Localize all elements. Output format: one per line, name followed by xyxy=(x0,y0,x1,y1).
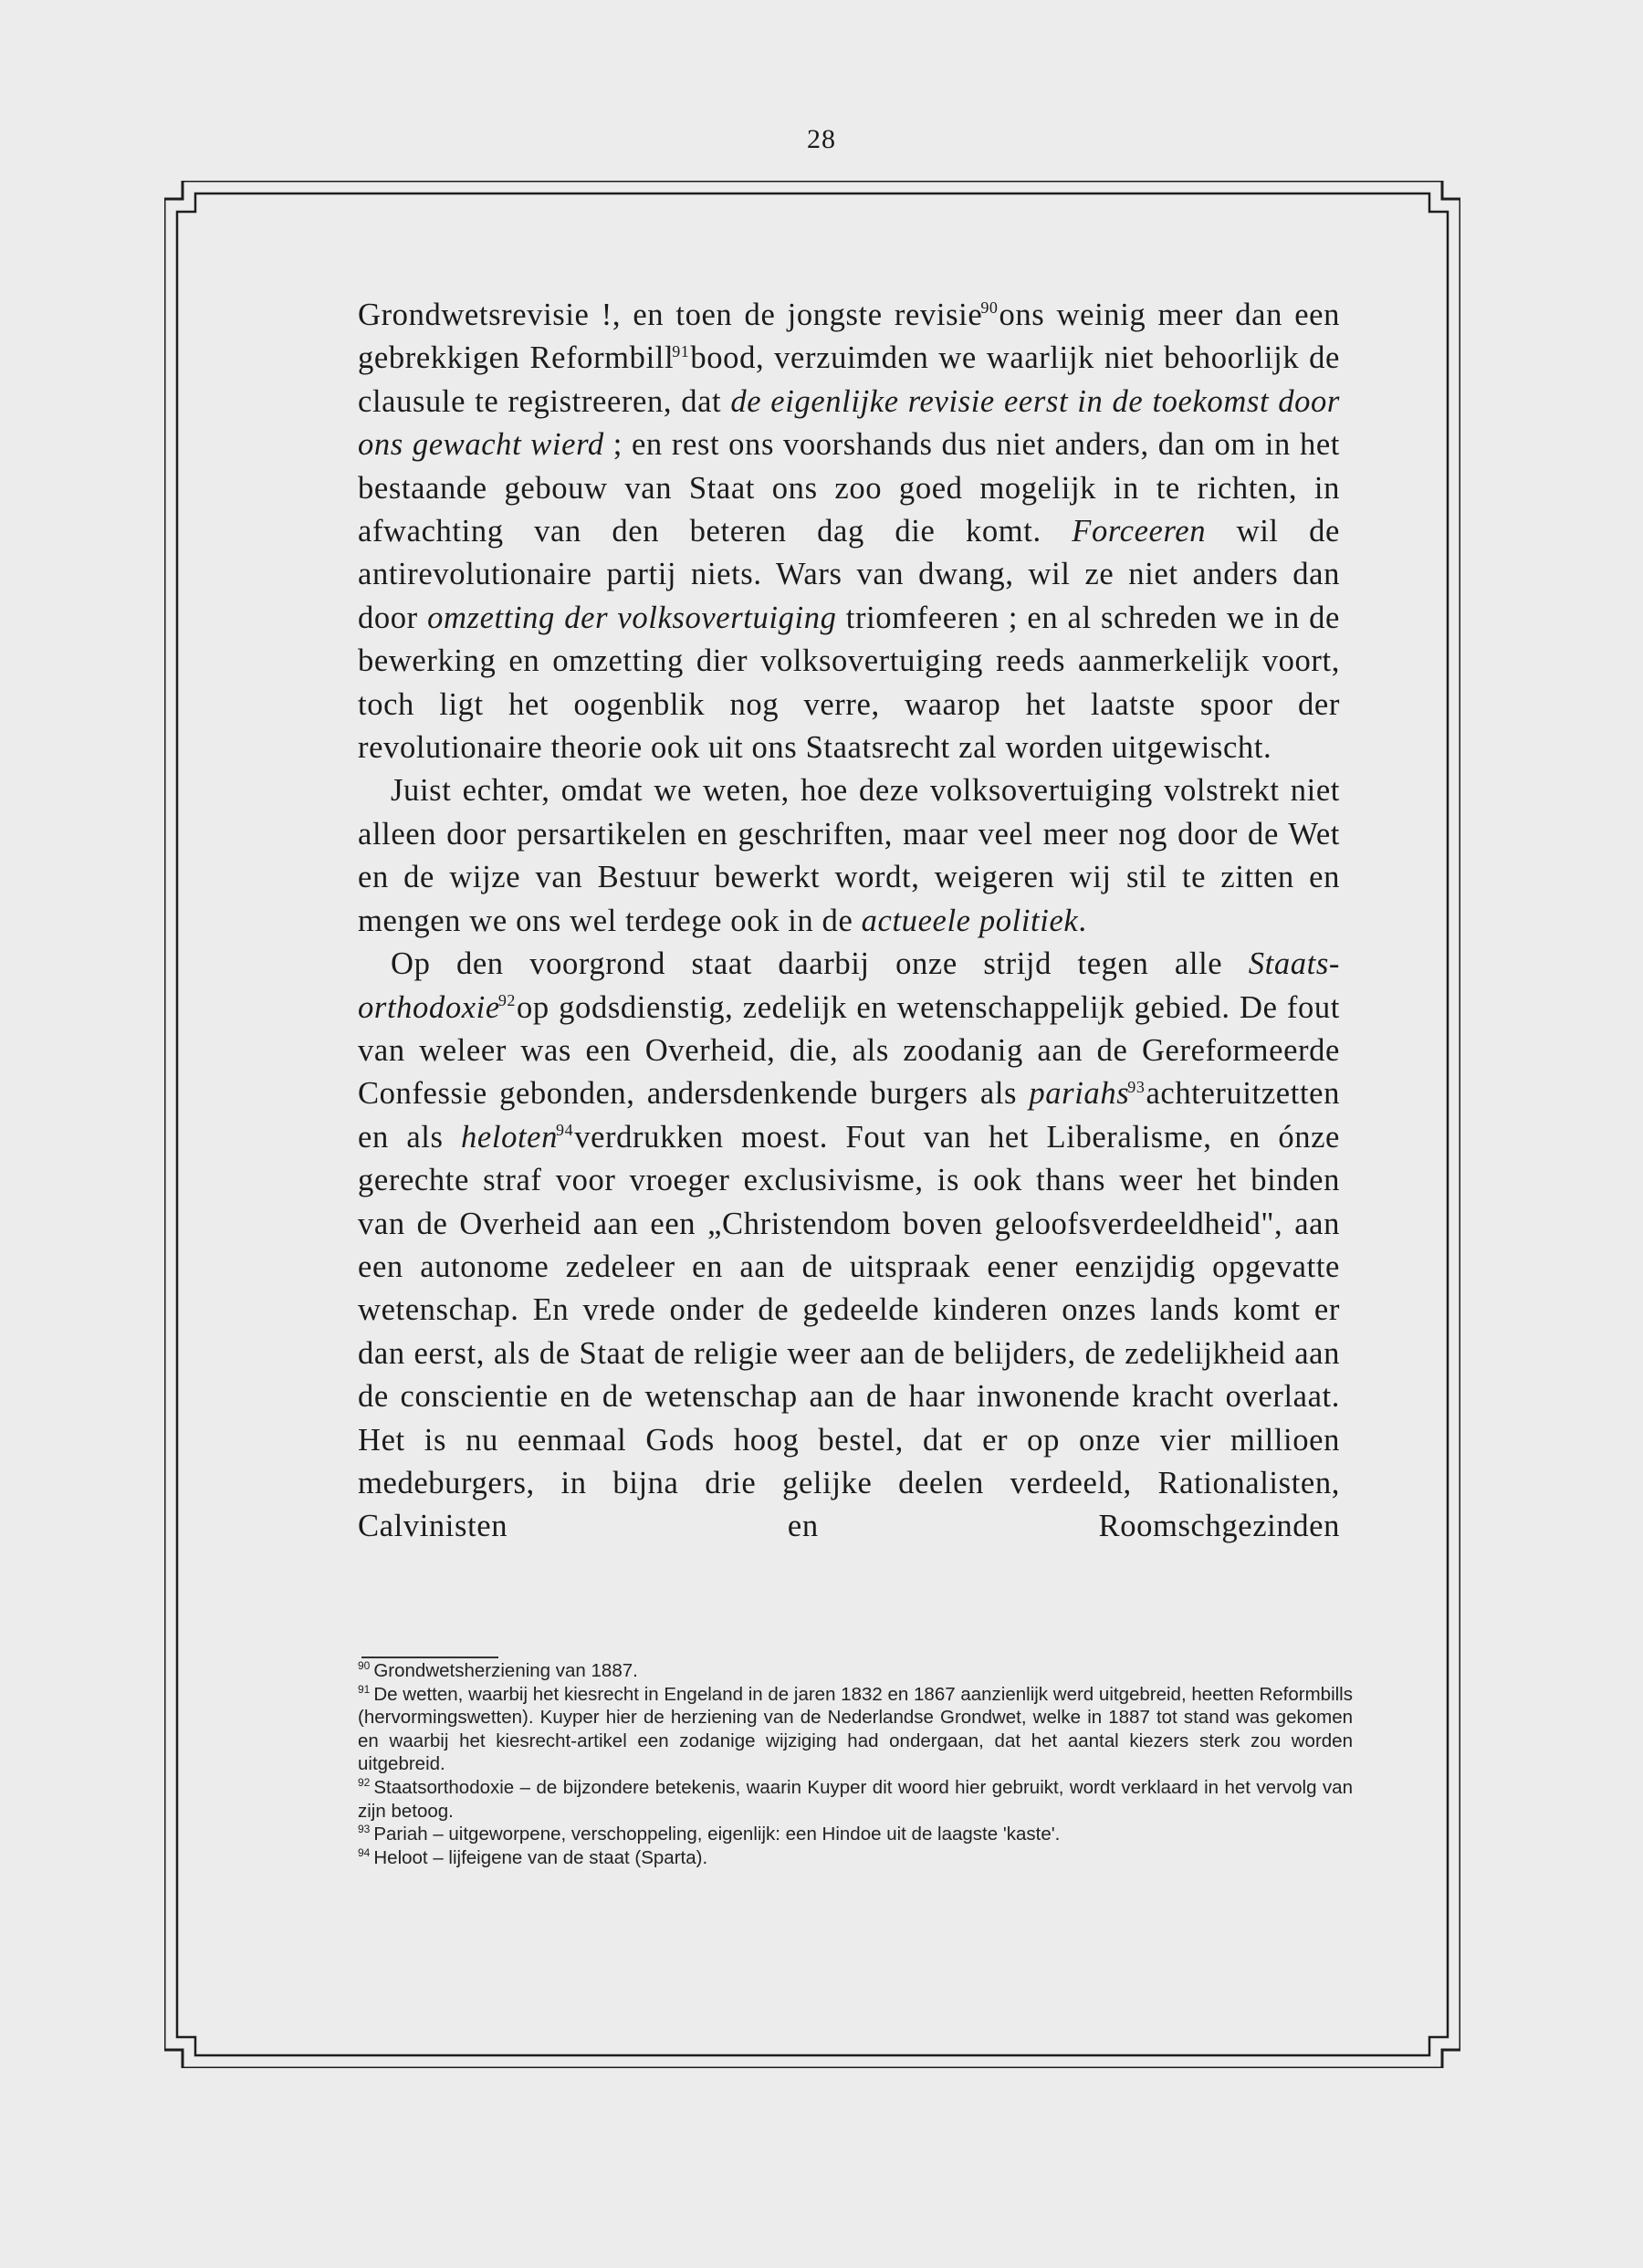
footnote-text: Grondwetsherziening van 1887. xyxy=(373,1660,638,1681)
footnote-number: 91 xyxy=(358,1682,371,1696)
page-number: 28 xyxy=(807,124,836,154)
paragraph xyxy=(358,943,1340,1549)
footnote xyxy=(358,1823,1353,1846)
italic-text: Staats-orthodoxie xyxy=(358,946,1340,1025)
text-run: Op den voorgrond staat daarbij onze strijd tegen alle xyxy=(391,946,1249,982)
italic-text: heloten xyxy=(461,1119,559,1155)
footnote-text: Heloot – lijfeigene van de staat (Sparta). xyxy=(373,1846,708,1868)
footnotes xyxy=(358,1659,1353,1869)
footnote-text: Pariah – uitgeworpene, verschoppeling, eigenlijk: een Hindoe uit de laagste 'kaste'. xyxy=(373,1824,1061,1845)
text-run: bood, verzuimden we waarlijk niet behoorlijk de clausule te registreeren, dat xyxy=(358,340,1341,419)
footnote-reference: 94 xyxy=(556,1121,574,1140)
text-run: verdrukken moest. Fout van het Liberalisme, en ónze gerechte straf voor vroeger exclusivisme, is ook thans weer het binden van de Overheid aan een „Christendom boven geloofsverdeeldheid", aan een autonome zedeleer en aan de uitspraak eener eenzijdig opgevatte wetenschap. En vrede onder de gedeelde kinderen onzes lands komt er dan eerst, als de Staat de religie weer aan de belijders, de zedelijkheid aan de conscientie en de wetenschap aan de haar inwonende kracht overlaat. Het is nu eenmaal Gods hoog bestel, dat er op onze vier millioen medeburgers, in bijna drie gelijke deelen verdeeld, Rationalisten, Calvinisten en Roomschgezinden xyxy=(358,1119,1340,1544)
italic-text: omzetting der volksovertuiging xyxy=(427,600,837,635)
italic-text: Forceeren xyxy=(1072,514,1207,549)
italic-text: de eigenlijke revisie eerst in de toekomst door ons gewacht wierd xyxy=(358,383,1340,463)
footnote-reference: 92 xyxy=(497,990,517,1009)
footnote-number: 90 xyxy=(358,1659,371,1673)
footnote-reference: 91 xyxy=(672,341,690,361)
footnote xyxy=(358,1846,1353,1870)
footnote-number: 92 xyxy=(358,1776,371,1790)
text-run: Grondwetsrevisie !, en toen de jongste revisie xyxy=(358,298,983,332)
text-run: wil de antirevolutionaire partij niets. Wars van dwang, wil ze niet anders dan door xyxy=(358,514,1340,635)
text-run: Juist echter, omdat we weten, hoe deze volksovertuiging volstrekt niet alleen door persartikelen en geschriften, maar veel meer nog door de Wet en de wijze van Bestuur bewerkt wordt, weigeren wij stil te zitten en mengen we ons wel terdege ook in de xyxy=(358,773,1340,938)
footnote-text: Staatsorthodoxie – de bijzondere betekenis, waarin Kuyper dit woord hier gebruikt, wordt verklaard in het vervolg van zijn betoog. xyxy=(358,1776,1353,1822)
footnote-number: 94 xyxy=(358,1845,371,1859)
text-run: op godsdienstig, zedelijk en wetenschappelijk gebied. De fout van weleer was een Overheid, die, als zoodanig aan de Gereformeerde Confessie gebonden, andersdenkende burgers als xyxy=(358,989,1340,1112)
footnote-reference: 90 xyxy=(980,298,999,318)
paragraph xyxy=(358,769,1340,943)
text-run: ; en rest ons voorshands dus niet anders, dan om in het bestaande gebouw van Staat ons zoo goed mogelijk in te richten, in afwachting van den beteren dag die komt. xyxy=(358,427,1340,549)
footnote xyxy=(358,1659,1353,1683)
text-run: . xyxy=(1078,903,1087,938)
text-run: ons weinig meer dan een gebrekkigen Reformbill xyxy=(358,298,1340,376)
footnote-text: De wetten, waarbij het kiesrecht in Engeland in de jaren 1832 en 1867 aanzienlijk werd uitgebreid, heetten Reformbills (hervormingswetten). Kuyper hier de herziening van de Nederlandse Grondwet, welke in 1887 tot stand was gekomen en waarbij het kiesrecht-artikel een zodanige wijziging had ondergaan, dat het aantal kiezers sterk zou worden uitgebreid. xyxy=(358,1683,1353,1775)
footnote-reference: 93 xyxy=(1127,1077,1146,1096)
text-run: triomfeeren ; en al schreden we in de bewerking en omzetting dier volksovertuiging reeds aanmerkelijk voort, toch ligt het oogenblik nog verre, waarop het laatste spoor der revolutionaire theorie ook uit ons Staatsrecht zal worden uitgewischt. xyxy=(358,600,1340,766)
body-text xyxy=(358,294,1340,1549)
footnote xyxy=(358,1683,1353,1776)
footnote xyxy=(358,1776,1353,1823)
paragraph xyxy=(358,294,1340,769)
footnote-divider xyxy=(361,1657,498,1658)
text-run: achteruitzetten en als xyxy=(358,1076,1340,1155)
italic-text: actueele politiek xyxy=(861,903,1079,938)
italic-text: pariahs xyxy=(1029,1076,1130,1112)
footnote-number: 93 xyxy=(358,1823,371,1836)
